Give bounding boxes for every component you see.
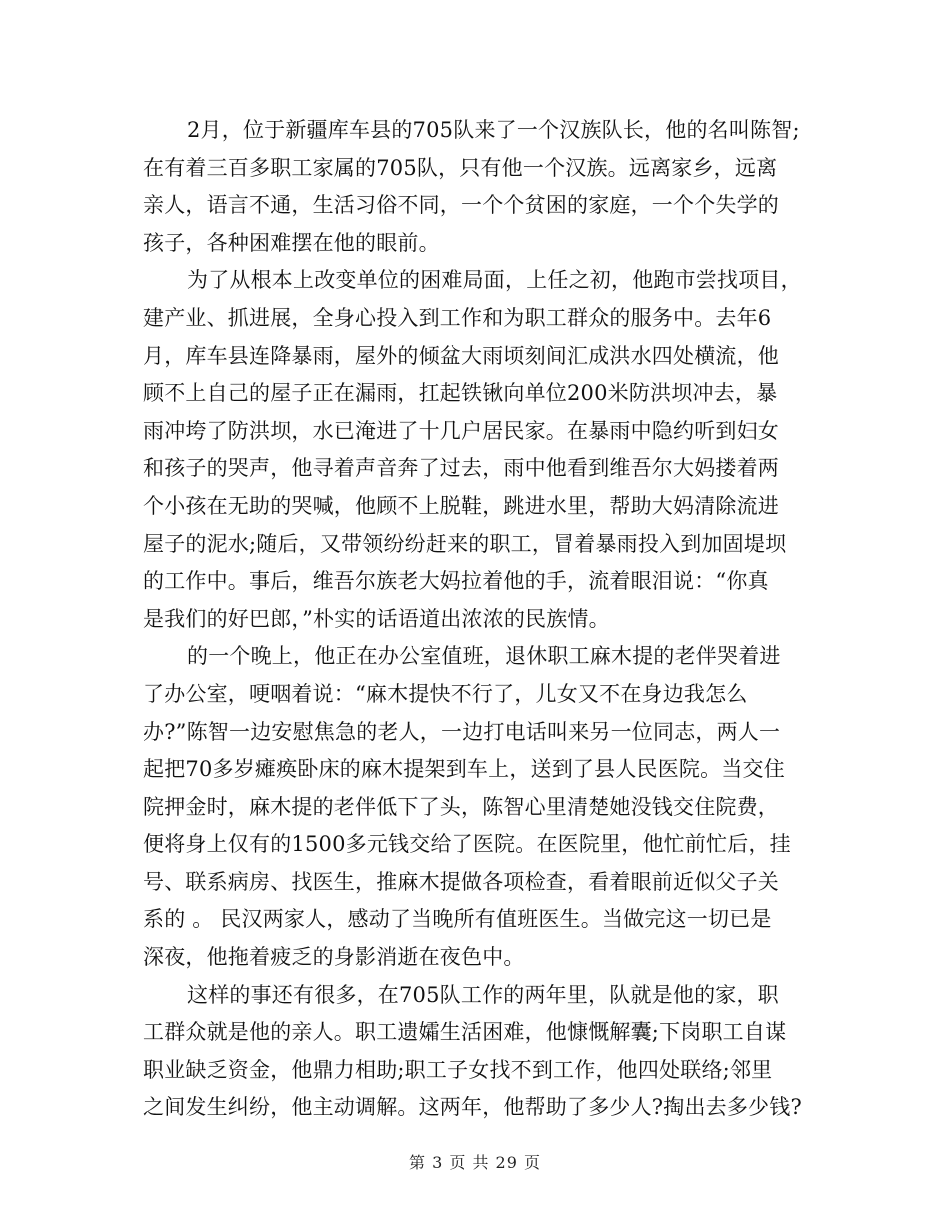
paragraph-2-line-7: 个小孩在无助的哭喊，他顾不上脱鞋，跳进水里，帮助大妈清除流进 (143, 493, 779, 518)
paragraph-4-line-3: 职业缺乏资金，他鼎力相助;职工子女找不到工作，他四处联络;邻里 (143, 1057, 773, 1082)
paragraph-1-line-2: 在有着三百多职工家属的705队，只有他一个汉族。远离家乡，远离 (143, 155, 778, 180)
paragraph-3-line-5: 院押金时，麻木提的老伴低下了头，陈智心里清楚她没钱交住院费， (143, 794, 779, 819)
paragraph-2-line-5: 雨冲垮了防洪坝，水已淹进了十几户居民家。在暴雨中隐约听到妇女 (143, 418, 779, 443)
article-body (143, 112, 833, 1127)
paragraph-2-line-1: 为了从根本上改变单位的困难局面，上任之初，他跑市尝找项目， (187, 268, 802, 293)
paragraph-3-line-3: 办?”陈智一边安慰焦急的老人，一边打电话叫来另一位同志，两人一 (143, 719, 781, 744)
paragraph-2-line-4: 顾不上自己的屋子正在漏雨，扛起铁锹向单位200米防洪坝冲去，暴 (143, 381, 778, 406)
paragraph-2-line-8: 屋子的泥水;随后，又带领纷纷赶来的职工，冒着暴雨投入到加固堤坝 (143, 531, 787, 556)
paragraph-3-line-2: 了办公室，哽咽着说：“麻木提快不行了，儿女又不在身边我怎么 (143, 681, 748, 706)
paragraph-2-line-6: 和孩子的哭声，他寻着声音奔了过去，雨中他看到维吾尔大妈搂着两 (143, 456, 779, 481)
page-number-footer: 第 3 页 共 29 页 (409, 1153, 541, 1172)
paragraph-1-line-4: 孩子，各种困难摆在他的眼前。 (143, 230, 440, 255)
paragraph-3-line-4: 起把70多岁瘫痪卧床的麻木提架到车上，送到了县人民医院。当交住 (143, 757, 785, 782)
paragraph-4-line-2: 工群众就是他的亲人。职工遗孀生活困难，他慷慨解囊;下岗职工自谋 (143, 1020, 787, 1045)
paragraph-2-line-9: 的工作中。事后，维吾尔族老大妈拉着他的手，流着眼泪说：“你真 (143, 569, 769, 594)
paragraph-4-line-4: 之间发生纠纷，他主动调解。这两年，他帮助了多少人?掏出去多少钱? (143, 1095, 802, 1120)
paragraph-4-line-1: 这样的事还有很多，在705队工作的两年里，队就是他的家，职 (187, 982, 779, 1007)
paragraph-3-line-7: 号、联系病房、找医生，推麻木提做各项检查，看着眼前近似父子关 (143, 869, 779, 894)
paragraph-3-line-8: 系的 。 民汉两家人，感动了当晚所有值班医生。当做完这一切已是 (143, 907, 772, 932)
paragraph-2-line-2: 建产业、抓进展，全身心投入到工作和为职工群众的服务中。去年6 (143, 305, 772, 330)
paragraph-3-line-9: 深夜，他拖着疲乏的身影消逝在夜色中。 (143, 945, 525, 970)
paragraph-2-line-3: 月，库车县连降暴雨，屋外的倾盆大雨顷刻间汇成洪水四处横流，他 (143, 343, 779, 368)
paragraph-1-line-1: 2月，位于新疆库车县的705队来了一个汉族队长，他的名叫陈智; (187, 118, 800, 142)
paragraph-3-line-6: 便将身上仅有的1500多元钱交给了医院。在医院里，他忙前忙后，挂 (143, 832, 791, 857)
paragraph-2-line-10: 是我们的好巴郎，”朴实的话语道出浓浓的民族情。 (143, 606, 610, 631)
paragraph-3-line-1: 的一个晚上，他正在办公室值班，退休职工麻木提的老伴哭着进 (187, 644, 781, 669)
paragraph-1-line-3: 亲人，语言不通，生活习俗不同，一个个贫困的家庭，一个个失学的 (143, 193, 779, 218)
